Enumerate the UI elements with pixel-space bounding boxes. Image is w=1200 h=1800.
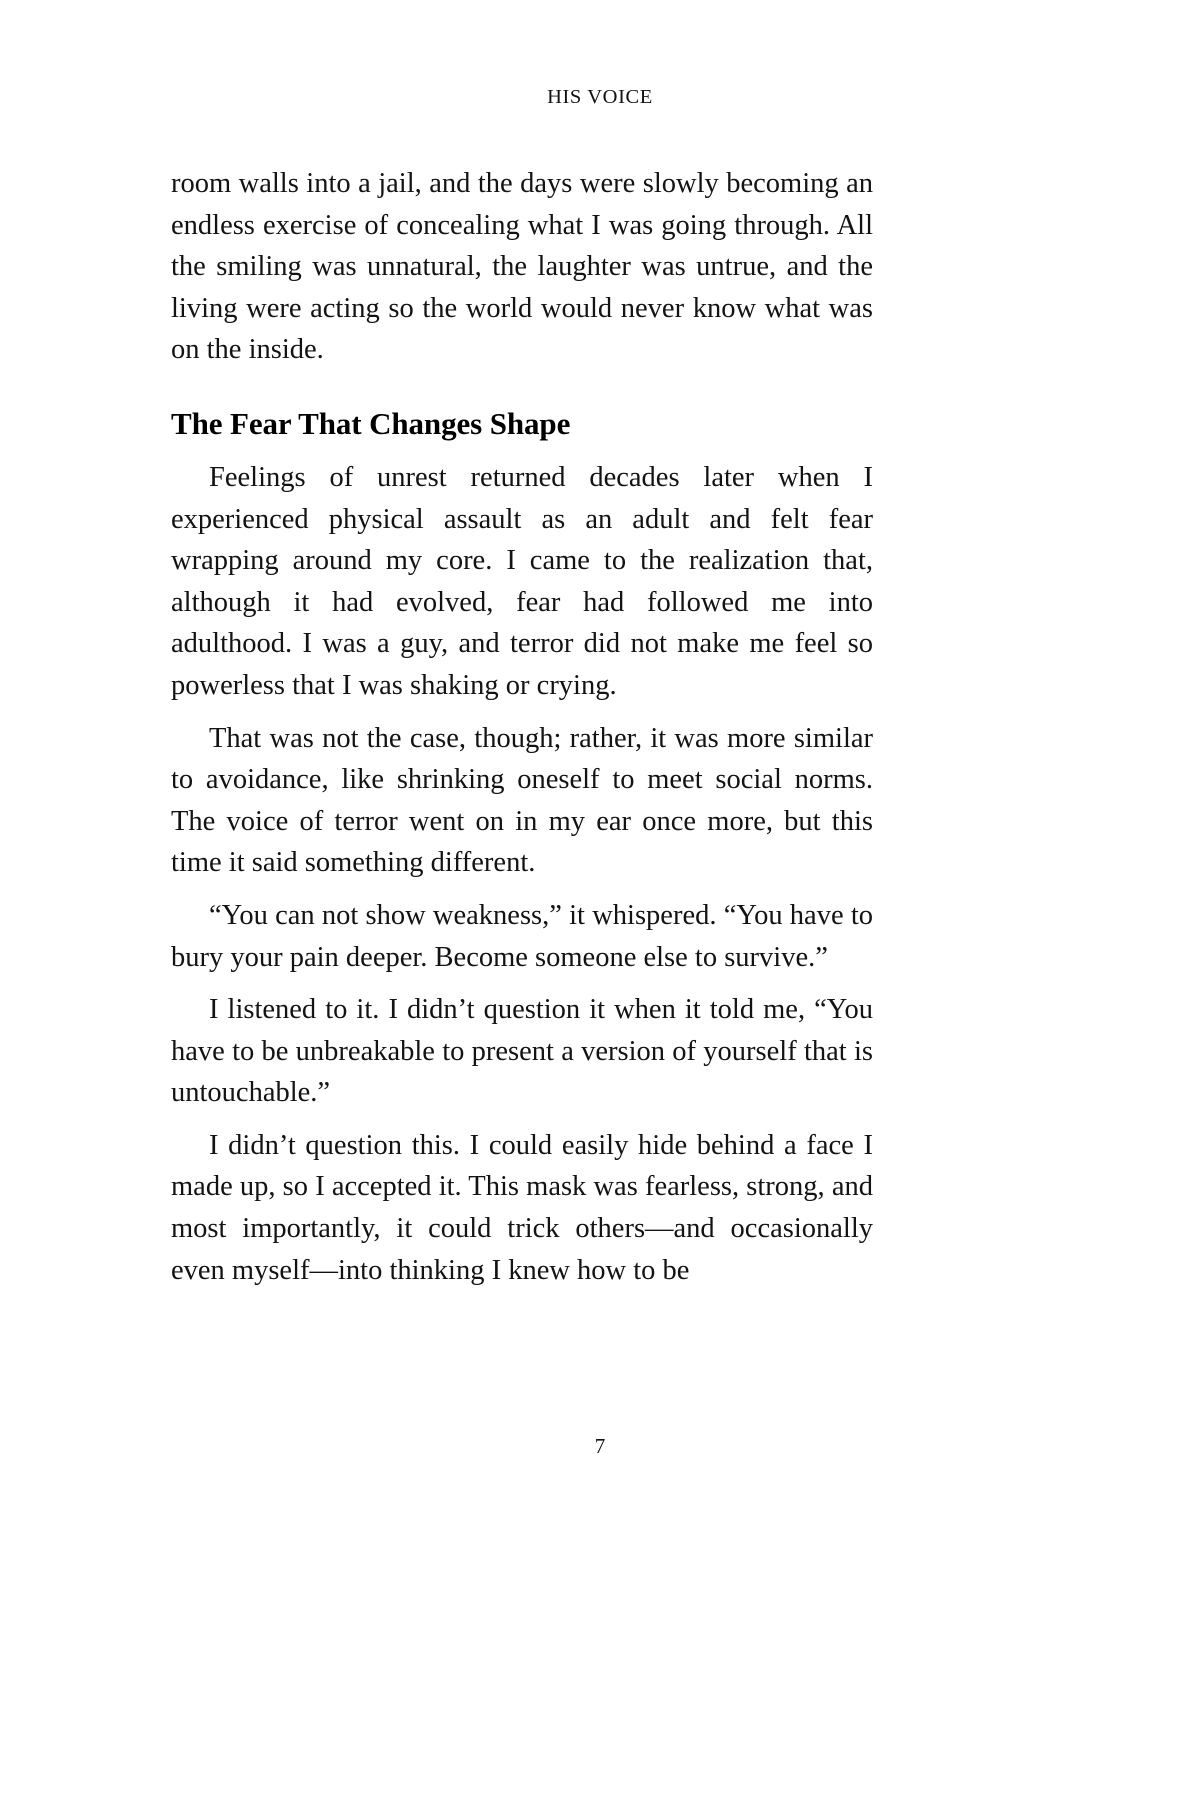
- paragraph-continuation: room walls into a jail, and the days were slowly becoming an endless exercise of concealing what I was going through. All the smiling was unnatural, the laughter was untrue, and the living were acting so the world would never know what was on the inside.: [171, 168, 873, 366]
- page-content: [171, 163, 873, 1291]
- spacer-before-heading: [171, 371, 873, 404]
- spacer-after-heading: [171, 444, 873, 457]
- paragraph-spacer: [171, 707, 873, 718]
- paragraph-i-listened-to-it: I listened to it. I didn’t question it when it told me, “You have to be unbreakable to present a version of yourself that is untouchable.”: [171, 994, 873, 1109]
- running-header: HIS VOICE: [547, 86, 653, 108]
- paragraph-feelings-of-unrest: Feelings of unrest returned decades later when I experienced physical assault as an adult and felt fear wrapping around my core. I came to the realization that, although it had evolved, fear had followed me into adulthood. I was a guy, and terror did not make me feel so powerless that I was shaking or crying.: [171, 461, 873, 701]
- paragraph-quote-weakness: “You can not show weakness,” it whispered. “You have to bury your pain deeper. Become someone else to survive.”: [171, 899, 873, 973]
- paragraph-spacer: [171, 884, 873, 895]
- paragraph-spacer: [171, 1114, 873, 1125]
- paragraph-that-was-not-the-case: That was not the case, though; rather, it was more similar to avoidance, like shrinking oneself to meet social norms. The voice of terror went on in my ear once more, but this time it said something different.: [171, 722, 873, 879]
- page-number: 7: [594, 1434, 606, 1458]
- paragraph-i-didnt-question-this: I didn’t question this. I could easily hide behind a face I made up, so I accepted it. This mask was fearless, strong, and most importantly, it could trick others—and occasionally even myself—into thinking I knew how to be: [171, 1129, 873, 1286]
- section-heading: The Fear That Changes Shape: [171, 405, 571, 441]
- paragraph-spacer: [171, 978, 873, 989]
